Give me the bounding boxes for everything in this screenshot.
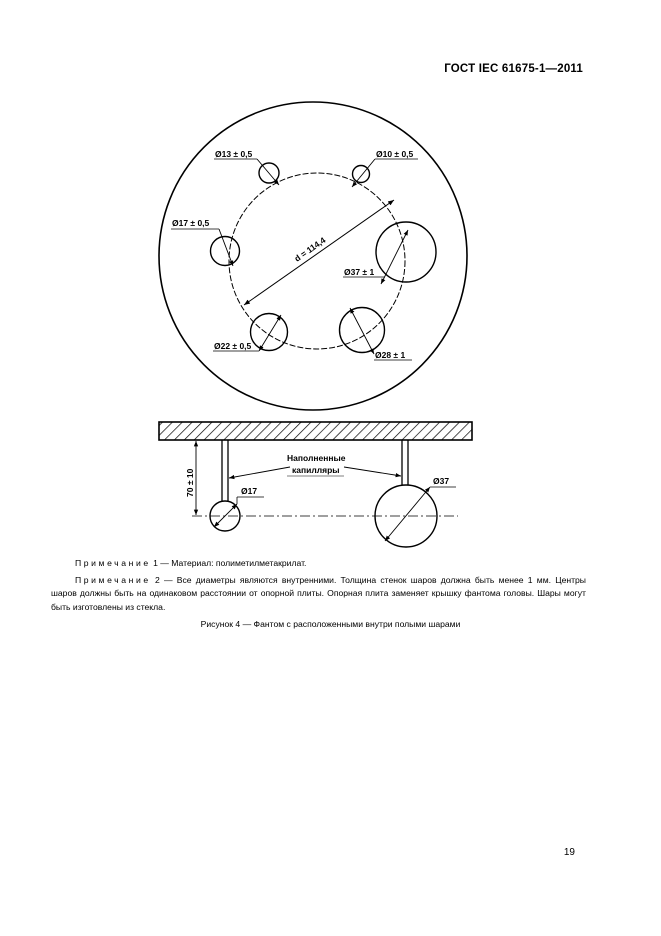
sphere-28-label: Ø28 ± 1 [375,350,406,360]
capillary-leader-right [344,467,401,476]
sphere-22 [251,314,288,351]
sphere-22-diameter [259,315,281,351]
support-plate [159,422,472,440]
d-dimension-label: d = 114,4 [292,234,328,264]
sphere-17-label: Ø17 ± 0,5 [172,218,210,228]
d-dimension-line [244,200,394,305]
sphere-37-label: Ø37 ± 1 [344,267,375,277]
sphere-37 [376,222,436,282]
document-standard-header: ГОСТ IEC 61675-1—2011 [444,63,583,75]
sphere-13-label: Ø13 ± 0,5 [215,149,253,159]
note-2-text: 2 — Все диаметры являются внутренними. Толщина стенок шаров должна быть менее 1 мм. Центры шаров должны быть на одинаковом расстоянии от опорной плиты. Опорная плита заменяет крышку фантома головы. Шары могут быть изготовлены из стекла. [51,575,586,612]
capillary-label-line1: Наполненные [287,453,346,463]
note-2-prefix: Примечание [75,575,151,585]
sphere-37-diameter [381,230,408,284]
note-1-text: 1 — Материал: полиметилметакрилат. [150,558,307,568]
sphere-17-leader-diag [219,229,233,266]
sphere-10-label: Ø10 ± 0,5 [376,149,414,159]
outer-plate-circle [159,102,467,410]
side-view [159,422,472,547]
top-view [159,102,467,410]
capillary-leader-left [229,467,290,478]
note-1-prefix: Примечание [75,558,151,568]
sphere-28 [340,308,385,353]
figure-caption: Рисунок 4 — Фантом с расположенными внутри полыми шарами [200,619,461,629]
note-1 [51,557,586,570]
page-number: 19 [563,847,575,858]
sphere-center-circle [229,173,405,349]
sphere-17 [211,237,240,266]
sphere-22-label: Ø22 ± 0,5 [214,341,252,351]
side-37-label: Ø37 [433,476,450,486]
sphere-10 [353,166,370,183]
side-17-label: Ø17 [241,486,258,496]
note-2 [51,574,586,614]
height-label: 70 ± 10 [185,468,195,497]
capillary-label-line2: капилляры [292,465,340,475]
